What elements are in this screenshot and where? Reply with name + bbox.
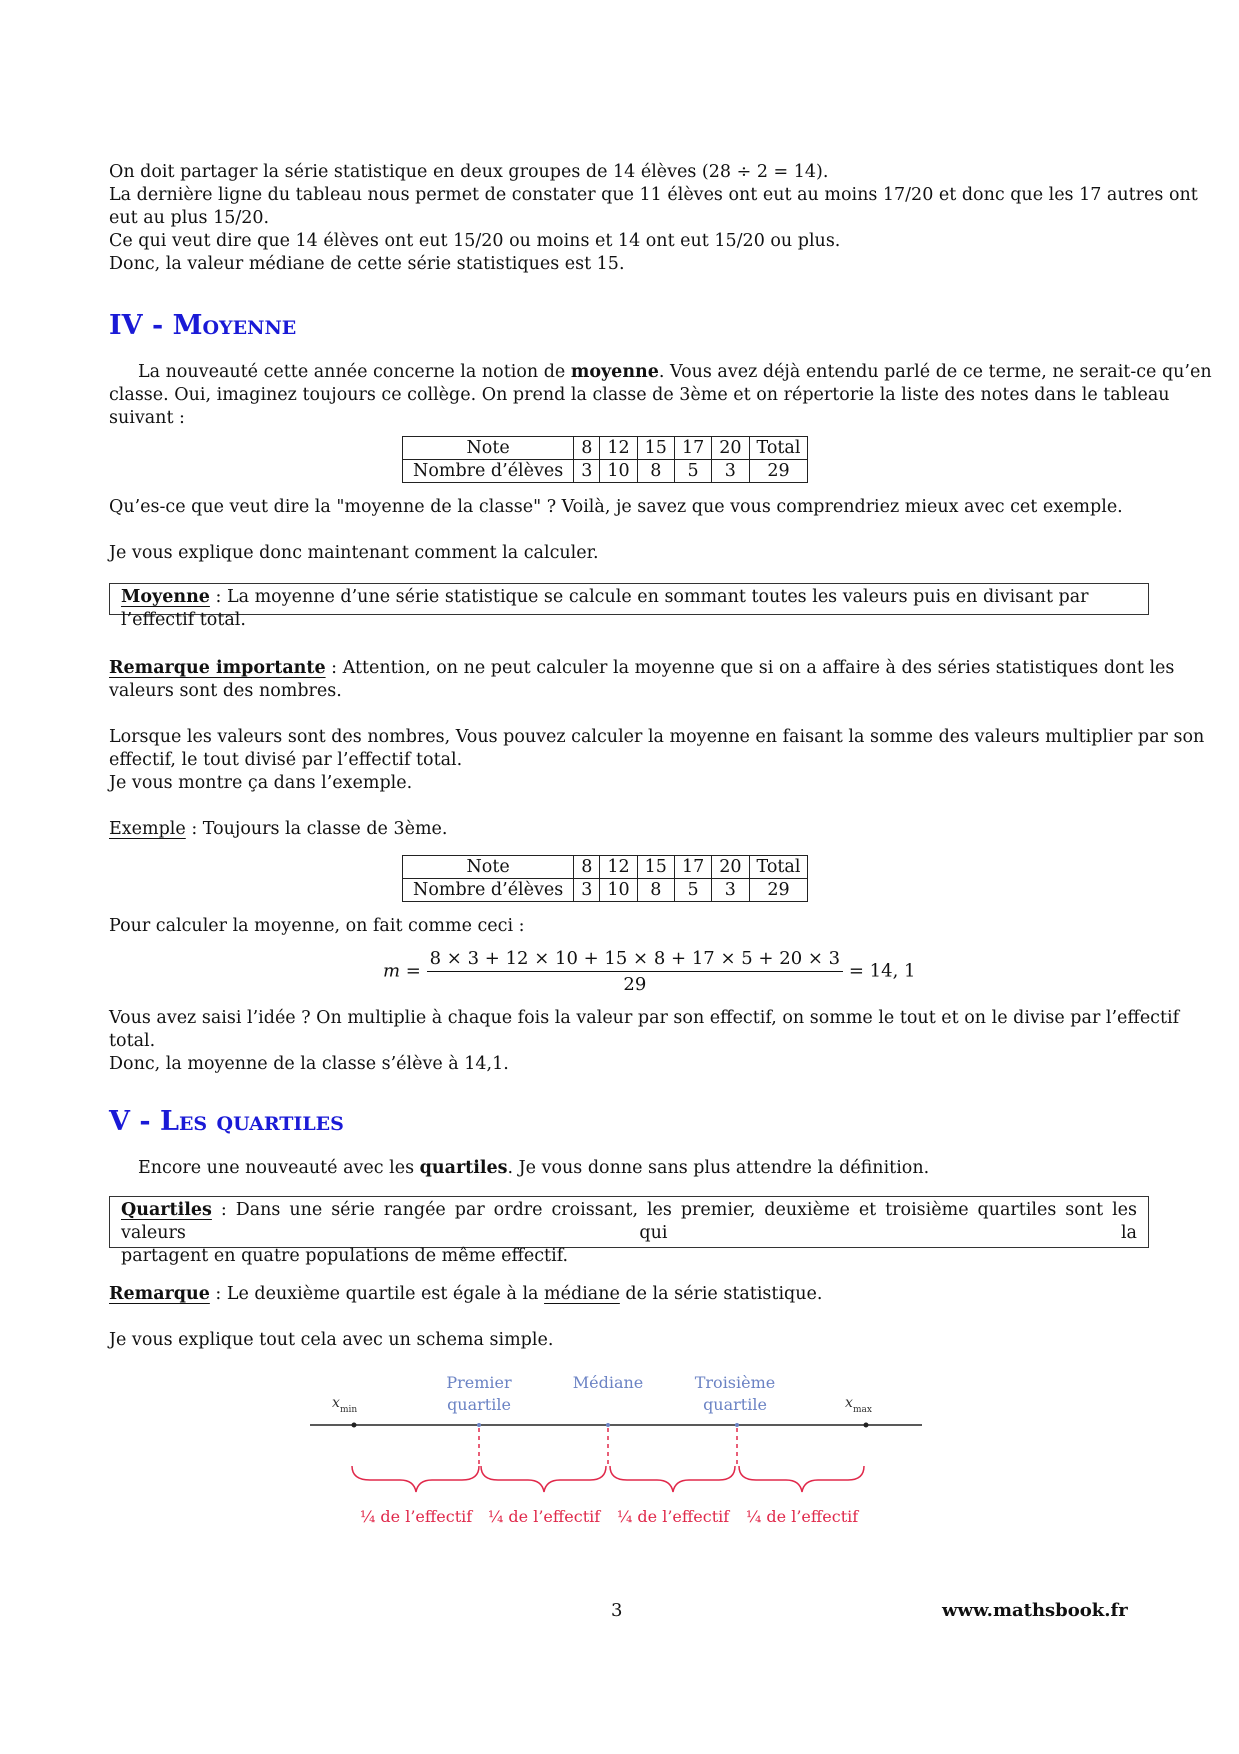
quarter-label: ¼ de l’effectif	[487, 1507, 601, 1526]
intro-line: La dernière ligne du tableau nous permet de constater que 11 élèves ont eut au moins 17/20 et donc que les 17 autres ont	[109, 185, 1198, 205]
xmin-label: x	[332, 1395, 340, 1411]
text: . Je vous donne sans plus attendre la définition.	[507, 1158, 930, 1178]
text: de la série statistique.	[619, 1284, 823, 1304]
question-line: Qu’es-ce que veut dire la "moyenne de la classe" ? Voilà, je savez que vous comprendriez mieux avec cet exemple.	[109, 497, 1123, 517]
text: : Le deuxième quartile est égale à la	[209, 1284, 545, 1304]
table-cell: 10	[600, 879, 637, 902]
table-cell: 3	[712, 460, 749, 483]
example-term: Exemple	[109, 819, 186, 839]
paragraph-line	[138, 361, 1212, 384]
definition-term: Moyenne	[121, 587, 210, 607]
definition-box-quartiles	[109, 1196, 1149, 1266]
grades-table	[402, 436, 808, 483]
quarter-label: ¼ de l’effectif	[616, 1507, 730, 1526]
paragraph-line: effectif, le tout divisé par l’effectif total.	[109, 750, 463, 770]
table-cell: Note	[403, 437, 574, 460]
table-row	[403, 879, 808, 902]
table-cell: 8	[574, 437, 600, 460]
table-cell: 3	[574, 460, 600, 483]
table-cell: 10	[600, 460, 637, 483]
example-text: : Toujours la classe de 3ème.	[185, 819, 448, 839]
text: Encore une nouveauté avec les	[138, 1158, 420, 1178]
conclusion-line: total.	[109, 1031, 156, 1051]
table-cell: 12	[600, 856, 637, 879]
section-number: IV -	[109, 310, 164, 341]
page-number: 3	[611, 1600, 623, 1621]
table-cell: Total	[749, 856, 808, 879]
conclusion-line: Vous avez saisi l’idée ? On multiplie à chaque fois la valeur par son effectif, on somme le tout et on le divise par l’effectif	[109, 1008, 1180, 1028]
q3-label-line2: quartile	[703, 1395, 767, 1414]
formula-result: = 14, 1	[848, 960, 916, 982]
intro-line: Donc, la valeur médiane de cette série statistiques est 15.	[109, 254, 625, 274]
formula-denominator: 29	[623, 974, 647, 995]
formula-numerator: 8 × 3 + 12 × 10 + 15 × 8 + 17 × 5 + 20 × 3	[427, 948, 844, 972]
median-point	[606, 1423, 610, 1427]
brace-3	[610, 1466, 735, 1492]
text: . Vous avez déjà entendu parlé de ce terme, ne serait-ce qu’en	[658, 362, 1212, 382]
definition-term: Quartiles	[121, 1200, 212, 1220]
table-cell: 5	[674, 879, 711, 902]
brace-2	[481, 1466, 606, 1492]
table-cell: Nombre d’élèves	[403, 460, 574, 483]
table-cell: 8	[574, 856, 600, 879]
definition-text: : La moyenne d’une série statistique se calcule en sommant toutes les valeurs puis en divisant par l’effectif total.	[121, 587, 1089, 630]
text: La nouveauté cette année concerne la notion de	[138, 362, 571, 382]
table-cell: 17	[674, 437, 711, 460]
section-heading-moyenne	[109, 310, 296, 342]
table-cell: Total	[749, 437, 808, 460]
example-line	[109, 818, 447, 841]
remark-term: Remarque	[109, 1284, 210, 1304]
bold-term: moyenne	[570, 362, 659, 382]
table-cell: 15	[637, 437, 674, 460]
definition-line: partagent en quatre populations de même effectif.	[121, 1246, 569, 1266]
paragraph-line: Lorsque les valeurs sont des nombres, Vous pouvez calculer la moyenne en faisant la somme des valeurs multiplier par son	[109, 727, 1205, 747]
quarter-label: ¼ de l’effectif	[745, 1507, 859, 1526]
xmin-sub: min	[340, 1405, 358, 1415]
table-cell: 3	[712, 879, 749, 902]
section-heading-quartiles	[109, 1106, 344, 1138]
table-cell: 20	[712, 437, 749, 460]
table-cell: Nombre d’élèves	[403, 879, 574, 902]
quarter-label: ¼ de l’effectif	[359, 1507, 473, 1526]
q1-point	[477, 1423, 481, 1427]
section-number: V -	[109, 1106, 151, 1137]
intro-line: On doit partager la série statistique en deux groupes de 14 élèves (28 ÷ 2 = 14).	[109, 162, 829, 182]
quartiles-intro	[138, 1157, 929, 1180]
bold-term: quartiles	[419, 1158, 508, 1178]
paragraph-line: suivant :	[109, 408, 185, 428]
table-cell: 17	[674, 856, 711, 879]
q3-point	[735, 1423, 739, 1427]
xmax-sub: max	[853, 1405, 872, 1415]
grades-table-example	[402, 855, 808, 902]
paragraph-line: classe. Oui, imaginez toujours ce collège. On prend la classe de 3ème et on répertorie la liste des notes dans le tableau	[109, 385, 1170, 405]
explain-line: Je vous explique donc maintenant comment la calculer.	[109, 543, 599, 563]
intro-line: Ce qui veut dire que 14 élèves ont eut 15/20 ou moins et 14 ont eut 15/20 ou plus.	[109, 231, 841, 251]
formula-fraction	[427, 948, 844, 995]
table-row	[403, 856, 808, 879]
table-row	[403, 437, 808, 460]
mean-formula	[383, 948, 915, 995]
quartile-schema-svg	[300, 1370, 940, 1540]
table-cell: 12	[600, 437, 637, 460]
remark-line	[109, 1283, 822, 1306]
paragraph-line: Je vous montre ça dans l’exemple.	[109, 773, 413, 793]
table-cell: 29	[749, 879, 808, 902]
table-cell: 8	[637, 460, 674, 483]
table-cell: 3	[574, 879, 600, 902]
definition-text: : Dans une série rangée par ordre croissant, les premier, deuxième et troisième quartiles sont les valeurs qui la	[121, 1200, 1137, 1243]
remark-line: valeurs sont des nombres.	[109, 681, 342, 701]
median-label: Médiane	[572, 1373, 644, 1392]
remark-line	[109, 657, 1175, 680]
table-cell: 20	[712, 856, 749, 879]
schema-intro: Je vous explique tout cela avec un schema simple.	[109, 1330, 554, 1350]
definition-line	[121, 1199, 1137, 1245]
intro-line: eut au plus 15/20.	[109, 208, 270, 228]
table-cell: 29	[749, 460, 808, 483]
median-term: médiane	[544, 1284, 620, 1304]
table-cell: Note	[403, 856, 574, 879]
q3-label-line1: Troisième	[694, 1373, 776, 1392]
xmax-label: x	[845, 1395, 853, 1411]
formula-lhs: m =	[383, 960, 421, 982]
section-title: Les quartiles	[159, 1106, 344, 1137]
site-url: www.mathsbook.fr	[942, 1600, 1128, 1621]
section-title: Moyenne	[172, 310, 297, 341]
table-cell: 15	[637, 856, 674, 879]
definition-box-moyenne	[109, 583, 1149, 630]
quartile-schema	[300, 1370, 940, 1544]
table-cell: 5	[674, 460, 711, 483]
xmin-point	[352, 1423, 357, 1428]
table-cell: 8	[637, 879, 674, 902]
xmax-point	[864, 1423, 869, 1428]
q1-label-line2: quartile	[447, 1395, 511, 1414]
brace-1	[352, 1466, 479, 1492]
table-row	[403, 460, 808, 483]
brace-4	[739, 1466, 864, 1492]
q1-label-line1: Premier	[446, 1373, 512, 1392]
conclusion-line: Donc, la moyenne de la classe s’élève à 14,1.	[109, 1054, 509, 1074]
calc-intro: Pour calculer la moyenne, on fait comme ceci :	[109, 916, 525, 936]
remark-term: Remarque importante	[109, 658, 326, 678]
remark-text: : Attention, on ne peut calculer la moyenne que si on a affaire à des séries statistiques dont les	[325, 658, 1175, 678]
